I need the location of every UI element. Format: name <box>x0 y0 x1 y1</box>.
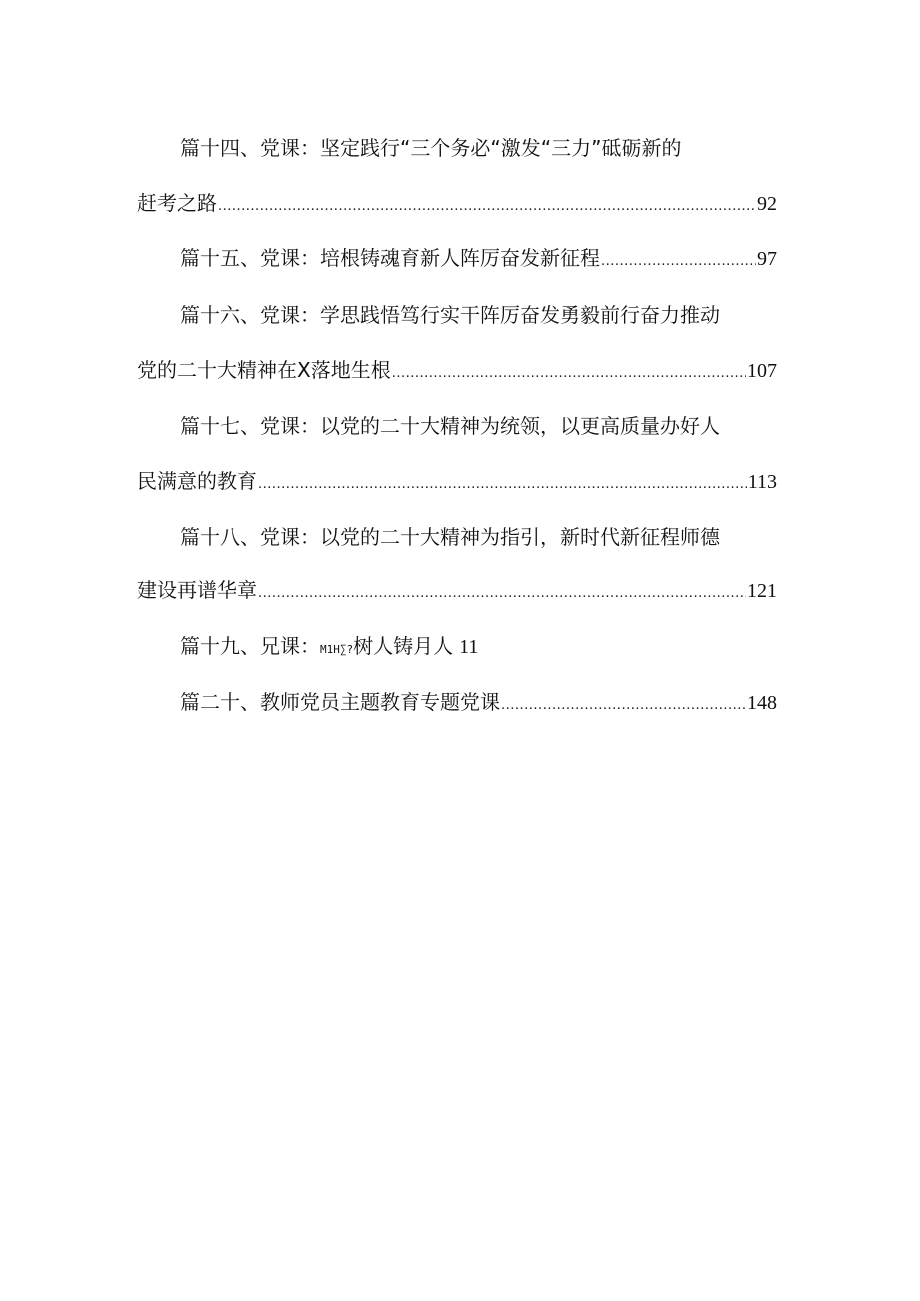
toc-entry-title: 篇二十、教师党员主题教育专题党课 <box>180 690 500 714</box>
toc-entry-20[interactable] <box>180 682 777 722</box>
toc-entry-title: 篇十五、党课：培根铸魂育新人阵厉奋发新征程 <box>180 246 600 270</box>
toc-entry-title: 赶考之路 <box>137 191 217 215</box>
toc-entry-title: 篇十四、党课：坚定践行“三个务必“激发“三力”砥砺新的 <box>180 136 682 160</box>
dot-leader <box>218 187 756 227</box>
toc-page-number: 92 <box>757 193 777 215</box>
dot-leader <box>501 686 746 726</box>
toc-entry-title-suffix: 树人铸月人 <box>353 634 454 658</box>
toc-entry-17-title-line2[interactable] <box>137 461 777 501</box>
toc-entry-title: 篇十六、党课：学思践悟笃行实干阵厉奋发勇毅前行奋力推动 <box>180 303 720 327</box>
toc-page-number: 107 <box>747 360 777 382</box>
toc-page-number: 148 <box>747 692 777 714</box>
toc-page-number: 97 <box>757 248 777 270</box>
dot-leader <box>392 354 746 394</box>
toc-entry-14-title-line2[interactable] <box>137 183 777 223</box>
toc-entry-title: 篇十七、党课：以党的二十大精神为统领，以更高质量办好人 <box>180 414 720 438</box>
toc-entry-18-title-line1[interactable] <box>180 517 740 557</box>
dot-leader <box>258 574 746 614</box>
toc-page-number: 121 <box>747 580 777 602</box>
toc-entry-garbled-glyphs: M1H∑? <box>320 643 354 656</box>
toc-entry-18-title-line2[interactable] <box>137 570 777 610</box>
toc-page-number: 113 <box>747 471 777 493</box>
toc-page-number: 11 <box>459 636 479 658</box>
toc-entry-title: 民满意的教育 <box>137 469 257 493</box>
toc-entry-14-title-line1[interactable] <box>180 128 740 168</box>
toc-entry-15[interactable] <box>180 238 777 278</box>
toc-entry-16-title-line2[interactable] <box>137 350 777 390</box>
toc-entry-17-title-line1[interactable] <box>180 406 740 446</box>
toc-entry-16-title-line1[interactable] <box>180 295 740 335</box>
toc-entry-title: 篇十九、兄课： <box>180 634 320 658</box>
toc-entry-title: 建设再谱华章 <box>137 578 257 602</box>
dot-leader <box>258 465 747 505</box>
dot-leader <box>601 242 756 282</box>
toc-entry-title: 篇十八、党课：以党的二十大精神为指引，新时代新征程师德 <box>180 525 720 549</box>
toc-entry-19[interactable] <box>180 626 580 666</box>
toc-entry-title: 党的二十大精神在X落地生根 <box>137 358 391 382</box>
